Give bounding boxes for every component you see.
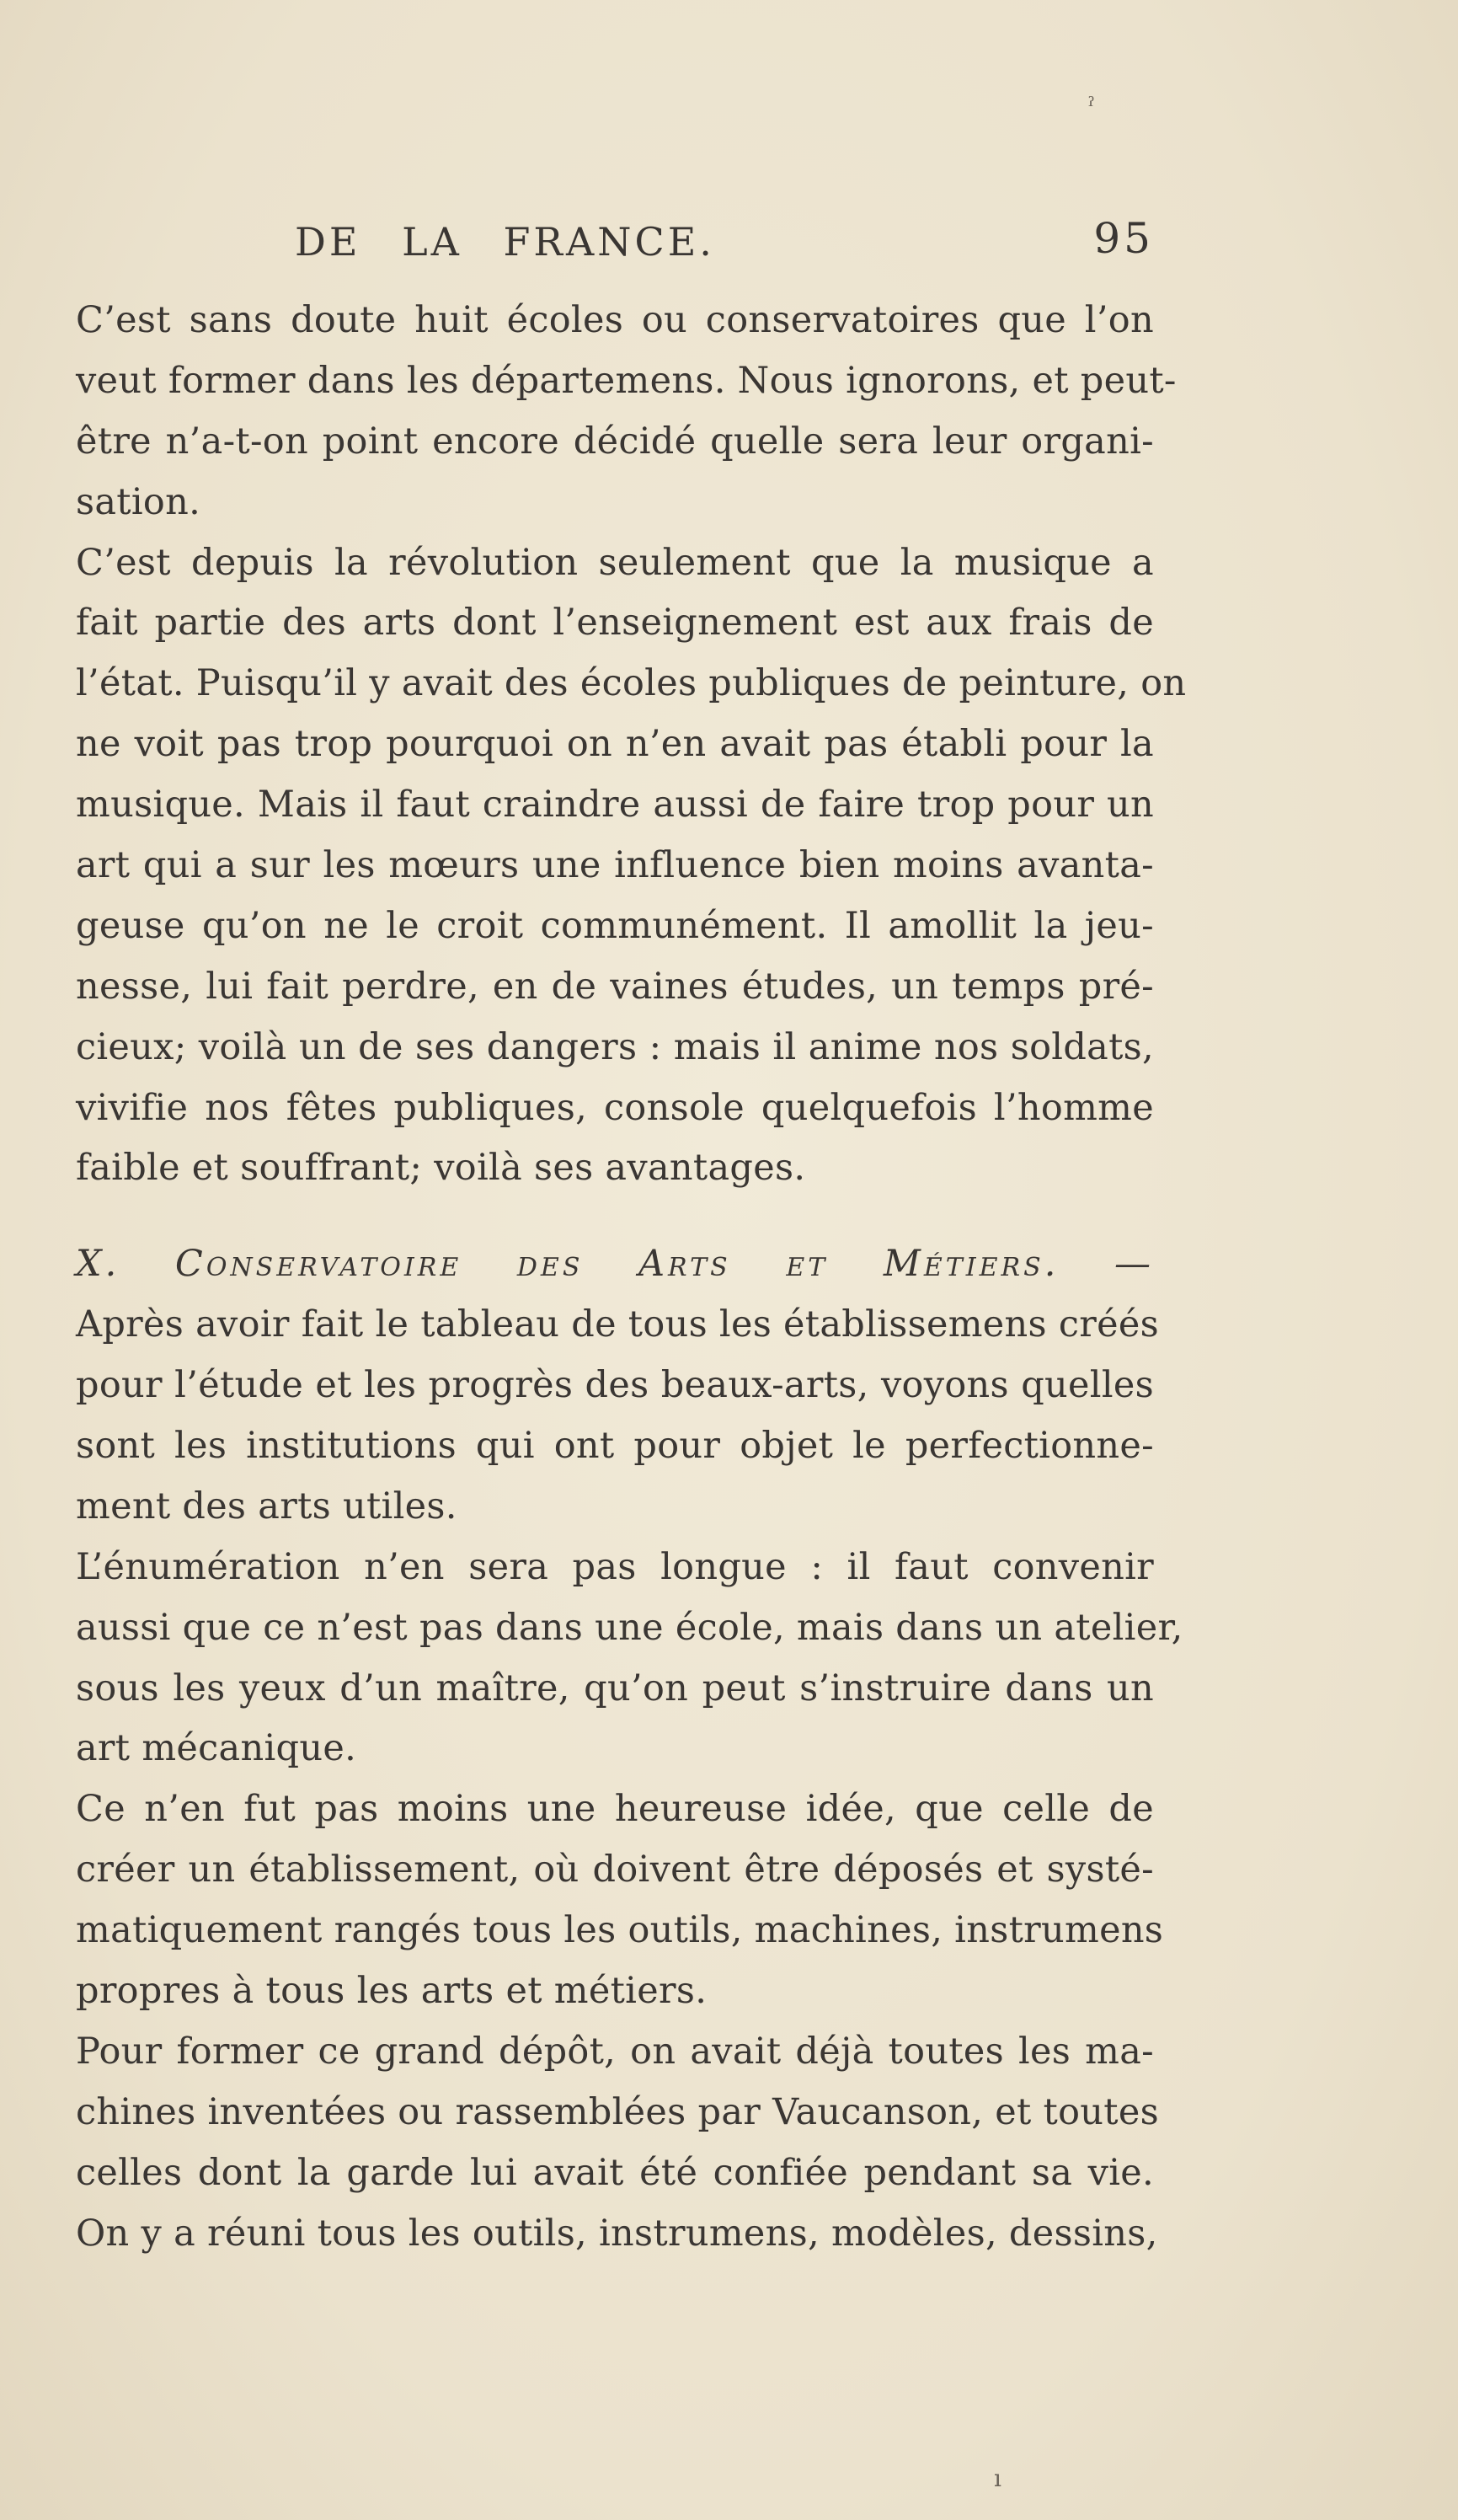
text-line: cieux; voilà un de ses dangers : mais il anime nos soldats, xyxy=(76,1025,1154,1068)
text-line: faible et souffrant; voilà ses avantages. xyxy=(76,1147,806,1190)
text-line: aussi que ce n’est pas dans une école, mais dans un atelier, xyxy=(76,1606,1183,1649)
body-text xyxy=(76,291,1187,2265)
text-line: vivifie nos fêtes publiques, console quelquefois l’homme xyxy=(76,1086,1154,1129)
text-line: être n’a-t-on point encore décidé quelle sera leur organi- xyxy=(76,420,1154,463)
paragraph-4 xyxy=(76,1538,1183,1780)
text-line: C’est sans doute huit écoles ou conservatoires que l’on xyxy=(76,299,1154,341)
text-line: geuse qu’on ne le croit communément. Il amollit la jeu- xyxy=(76,904,1154,947)
text-line: ne voit pas trop pourquoi on n’en avait pas établi pour la xyxy=(76,723,1154,766)
stray-mark-bottom: ı xyxy=(994,2464,1001,2492)
section-heading: X. Conservatoire des Arts et Métiers. — xyxy=(76,1243,1154,1286)
text-line: Pour former ce grand dépôt, on avait déjà toutes les ma- xyxy=(76,2030,1154,2073)
text-line: veut former dans les départemens. Nous ignorons, et peut- xyxy=(76,359,1177,402)
text-line: celles dont la garde lui avait été confiée pendant sa vie. xyxy=(76,2151,1154,2194)
paragraph-1 xyxy=(76,291,1177,533)
paragraph-5 xyxy=(76,1779,1164,2022)
text-line: art qui a sur les mœurs une influence bien moins avanta- xyxy=(76,844,1154,887)
text-line: créer un établissement, où doivent être déposés et systé- xyxy=(76,1849,1154,1891)
text-line: pour l’étude et les progrès des beaux-arts, voyons quelles xyxy=(76,1364,1154,1407)
text-line: fait partie des arts dont l’enseignement est aux frais de xyxy=(76,602,1154,645)
text-line: nesse, lui fait perdre, en de vaines études, un temps pré- xyxy=(76,965,1154,1008)
text-line: art mécanique. xyxy=(76,1727,357,1770)
text-line: sont les institutions qui ont pour objet le perfectionne- xyxy=(76,1425,1154,1468)
text-line: matiquement rangés tous les outils, machines, instrumens xyxy=(76,1909,1164,1952)
section-x-conservatoire xyxy=(76,1234,1159,1537)
text-line: L’énumération n’en sera pas longue : il faut convenir xyxy=(76,1545,1154,1588)
text-line: Ce n’en fut pas moins une heureuse idée, que celle de xyxy=(76,1788,1154,1831)
text-line: ment des arts utiles. xyxy=(76,1485,457,1528)
paragraph-6 xyxy=(76,2022,1159,2265)
text-line: musique. Mais il faut craindre aussi de faire trop pour un xyxy=(76,784,1154,827)
text-line: Après avoir fait le tableau de tous les établissemens créés xyxy=(76,1303,1159,1346)
text-line: C’est depuis la révolution seulement que la musique a xyxy=(76,541,1154,584)
paragraph-2 xyxy=(76,533,1187,1200)
section-gap xyxy=(76,1199,1154,1234)
page-number: 95 xyxy=(1093,214,1154,263)
running-head: DE LA FRANCE. xyxy=(295,219,715,265)
text-line: On y a réuni tous les outils, instrumens, modèles, dessins, xyxy=(76,2212,1158,2255)
stray-mark-top: ˀ xyxy=(1088,93,1095,120)
text-line: chines inventées ou rassemblées par Vaucanson, et toutes xyxy=(76,2090,1159,2133)
text-line: sation. xyxy=(76,480,201,523)
text-line: sous les yeux d’un maître, qu’on peut s’instruire dans un xyxy=(76,1667,1154,1709)
text-line: l’état. Puisqu’il y avait des écoles publiques de peinture, on xyxy=(76,662,1187,705)
page-header xyxy=(76,214,1154,278)
text-line: propres à tous les arts et métiers. xyxy=(76,1970,708,2013)
